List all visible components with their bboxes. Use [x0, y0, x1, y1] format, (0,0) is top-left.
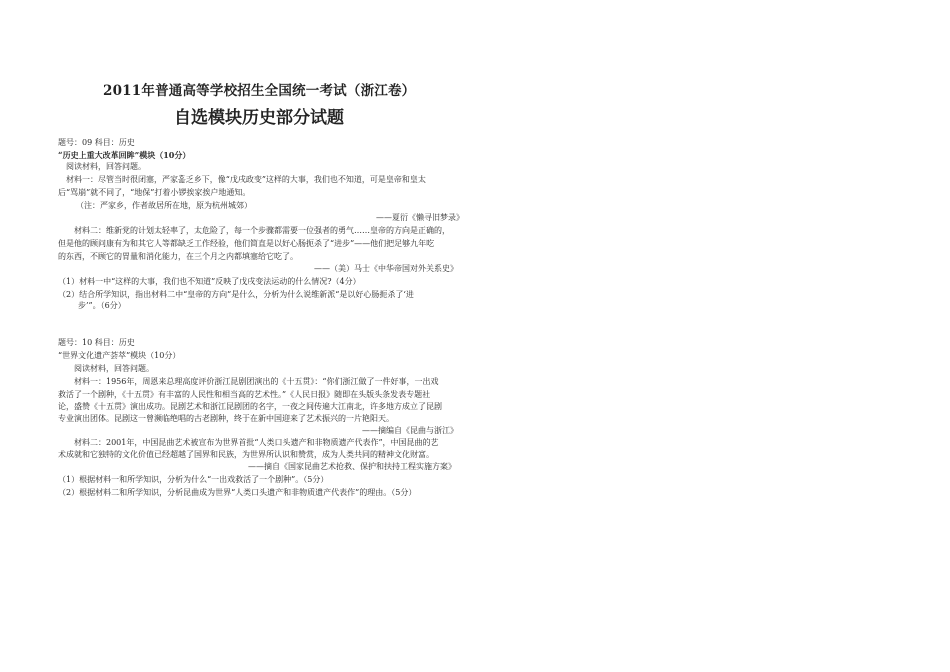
q10-module-title: “世界文化遗产荟萃”模块（10分）: [58, 351, 181, 360]
q10-material1-line1: 材料一：1956年，周恩来总理高度评价浙江昆剧团演出的《十五贯》：“你们浙江做了一件好事，一出戏: [74, 377, 439, 386]
q10-material2-line2: 术成就和它独特的文化价值已经超越了国界和民族，为世界所认识和赞赏，成为人类共同的精神文化财富。: [58, 450, 434, 459]
q09-instruction: 阅读材料，回答问题。: [66, 162, 146, 171]
q09-material2-line2: 但是他的顾问康有为和其它人等都缺乏工作经验，他们简直是以好心肠扼杀了“进步”——他们把足够九年吃: [58, 239, 435, 248]
q10-material1-line2: 救活了一个剧种，《十五贯》有丰富的人民性和相当高的艺术性。”《人民日报》随即在头版头条发表专题社: [58, 390, 431, 399]
q10-instruction: 阅读材料，回答问题。: [74, 364, 154, 373]
q09-meta: 题号：09 科目：历史: [58, 138, 135, 147]
exam-subtitle: 自选模块历史部分试题: [174, 108, 344, 128]
q09-module-title: “历史上重大改革回眸”模块（10分）: [58, 150, 191, 160]
q10-question1: （1）根据材料一和所学知识，分析为什么“一出戏救活了一个剧种”。（5分）: [58, 475, 329, 484]
q09-material1-source: ——夏衍《懒寻旧梦录》: [376, 213, 464, 222]
q09-material2-line3: 的东西，不顾它的胃量和消化能力，在三个月之内都填塞给它吃了。: [58, 252, 298, 261]
q10-meta: 题号：10 科目：历史: [58, 338, 135, 347]
q10-material2-line1: 材料二：2001年，中国昆曲艺术被宣布为世界首批“人类口头遗产和非物质遗产代表作”，中国昆曲的艺: [74, 438, 439, 447]
q10-material1-line4: 专业演出团体。昆剧这一曾濒临绝唱的古老剧种，终于在新中国迎来了艺术振兴的一片艳阳天。: [58, 414, 394, 423]
q09-material2-line1: 材料二：维新党的计划太轻率了，太危险了，每一个步骤都需要一位强者的勇气……皇帝的方向是正确的，: [74, 226, 450, 235]
q09-material1-note: （注：严家乡，作者故居所在地，原为杭州城郊）: [76, 201, 252, 210]
q09-material1-line2: 后“骂崩”就不同了，“地保”打着小锣挨家挨户地通知。: [58, 188, 251, 197]
q09-material2-source: ——（美）马士《中华帝国对外关系史》: [314, 264, 458, 273]
q10-material2-source: ——摘自《国家昆曲艺术抢救、保护和扶持工程实施方案》: [248, 462, 456, 471]
q10-question2: （2）根据材料二和所学知识，分析昆曲成为世界“人类口头遗产和非物质遗产代表作”的理由。（5分）: [58, 488, 417, 497]
q09-question2-line2: 步’”。（6分）: [78, 301, 126, 310]
q10-material1-source: ——摘编自《昆曲与浙江》: [362, 426, 458, 435]
q10-material1-line3: 论，盛赞《十五贯》演出成功。昆剧艺术和浙江昆剧团的名字，一夜之间传遍大江南北，许多地方成立了昆剧: [58, 402, 442, 411]
exam-title: 2011年普通高等学校招生全国统一考试（浙江卷）: [103, 83, 416, 99]
q09-question1: （1）材料一中“这样的大事，我们也不知道”反映了戊戌变法运动的什么情况?（4分）: [58, 277, 361, 286]
q09-material1-line1: 材料一：尽管当时很闭塞，严家홆乏乡下，像“戊戌政变”这样的大事，我们也不知道，可是皇帝和皇太: [66, 175, 426, 184]
q09-question2-line1: （2）结合所学知识，指出材料二中“皇帝的方向”是什么，分析为什么说维新派“是以好心肠扼杀了‘进: [58, 290, 414, 299]
